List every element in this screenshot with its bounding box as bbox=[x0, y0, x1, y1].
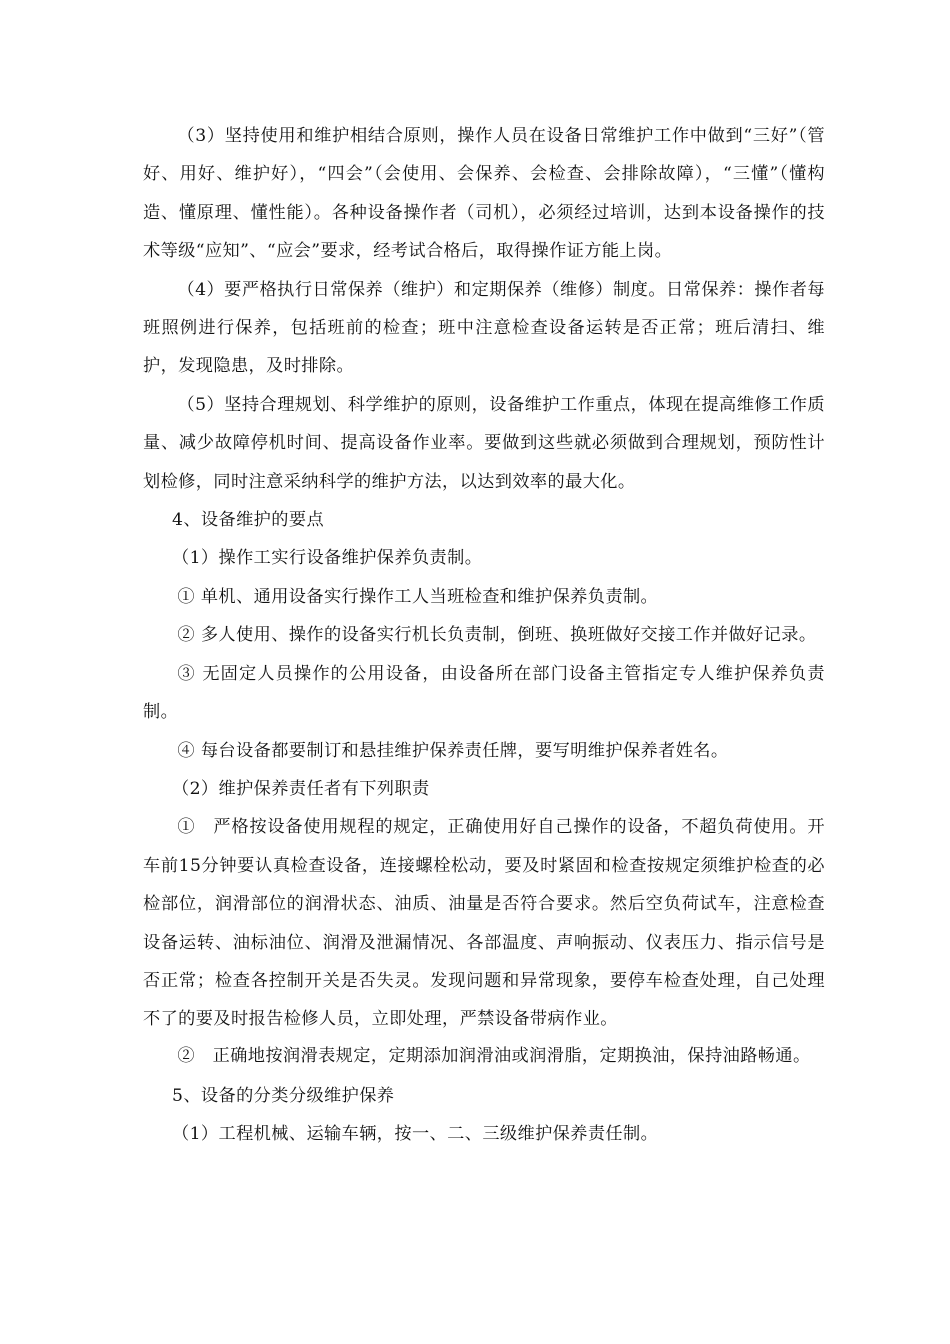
section-heading-5: 5、设备的分类分级维护保养 bbox=[172, 1085, 395, 1106]
subheading-5-1: （1）工程机械、运输车辆，按一、二、三级维护保养责任制。 bbox=[172, 1124, 659, 1145]
subheading-4-1: （1）操作工实行设备维护保养负责制。 bbox=[172, 548, 483, 569]
list-item-4-1-2: ② 多人使用、操作的设备实行机长负责制，倒班、换班做好交接工作并做好记录。 bbox=[177, 625, 817, 646]
list-item-4-1-3: ③ 无固定人员操作的公用设备，由设备所在部门设备主管指定专人维护保养负责制。 bbox=[143, 663, 825, 723]
list-item-4-1-1: ① 单机、通用设备实行操作工人当班检查和维护保养负责制。 bbox=[177, 586, 659, 607]
list-item-4-2-2: ② 正确地按润滑表规定，定期添加润滑油或润滑脂，定期换油，保持油路畅通。 bbox=[177, 1045, 811, 1066]
paragraph-principle-3: （3）坚持使用和维护相结合原则，操作人员在设备日常维护工作中做到“三好”（管好、用好、维护好），“四会”（会使用、会保养、会检查、会排除故障），“三懂”（懂构造、懂原理、懂性能）。各种设备操作者（司机），必须经过培训，达到本设备操作的技术等级“应知”、“应会”要求，经考试合格后，取得操作证方能上岗。 bbox=[143, 126, 825, 262]
section-heading-4: 4、设备维护的要点 bbox=[172, 510, 325, 531]
list-item-4-1-4: ④ 每台设备都要制订和悬挂维护保养责任牌，要写明维护保养者姓名。 bbox=[177, 740, 729, 761]
subheading-4-2: （2）维护保养责任者有下列职责 bbox=[172, 778, 430, 799]
list-item-4-2-1: ① 严格按设备使用规程的规定，正确使用好自己操作的设备，不超负荷使用。开车前15分钟要认真检查设备，连接螺栓松动，要及时紧固和检查按规定须维护检查的必检部位，润滑部位的润滑状态、油质、油量是否符合要求。然后空负荷试车，注意检查设备运转、油标油位、润滑及泄漏情况、各部温度、声响振动、仪表压力、指示信号是否正常；检查各控制开关是否失灵。发现问题和异常现象，要停车检查处理，自己处理不了的要及时报告检修人员，立即处理，严禁设备带病作业。 bbox=[143, 817, 825, 1030]
document-body bbox=[143, 117, 825, 1154]
paragraph-principle-4: （4）要严格执行日常保养（维护）和定期保养（维修）制度。日常保养：操作者每班照例进行保养，包括班前的检查；班中注意检查设备运转是否正常；班后清扫、维护，发现隐患，及时排除。 bbox=[143, 279, 825, 377]
paragraph-principle-5: （5）坚持合理规划、科学维护的原则，设备维护工作重点，体现在提高维修工作质量、减少故障停机时间、提高设备作业率。要做到这些就必须做到合理规划，预防性计划检修，同时注意采纳科学的维护方法，以达到效率的最大化。 bbox=[143, 394, 825, 492]
